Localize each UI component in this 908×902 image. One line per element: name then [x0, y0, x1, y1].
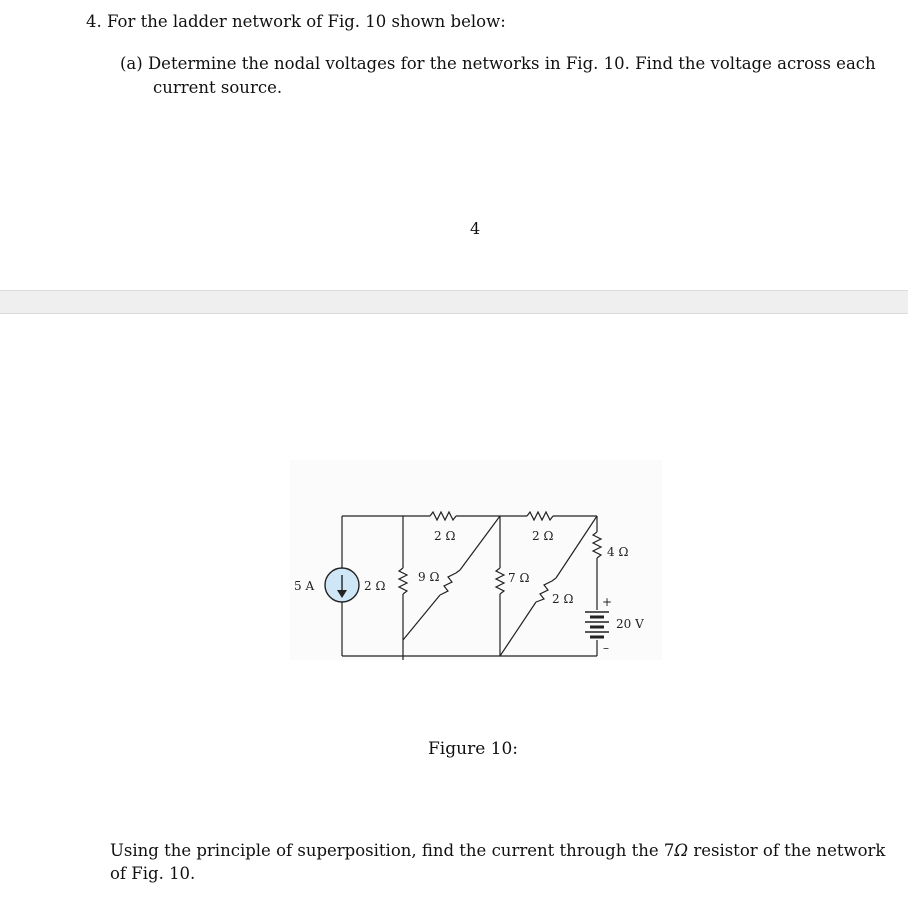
- superposition-question-line1: [110, 839, 885, 863]
- label-voltage-source: 20 V: [616, 617, 644, 631]
- label-current-source: 5 A: [294, 579, 315, 593]
- label-r-vertical-7: 7 Ω: [508, 571, 530, 585]
- label-plus: +: [602, 595, 613, 609]
- part-a-text-line2: current source.: [153, 78, 283, 97]
- q2-text-post: resistor of the network: [688, 841, 886, 860]
- label-r-right-4: 4 Ω: [607, 545, 629, 559]
- label-r-top-left: 2 Ω: [434, 529, 456, 543]
- superposition-question-line2: of Fig. 10.: [110, 864, 196, 883]
- figure-caption: Figure 10:: [428, 739, 519, 759]
- circuit-diagram: [290, 460, 662, 660]
- question-title: 4. For the ladder network of Fig. 10 shown below:: [86, 12, 506, 31]
- part-a-text-line1: (a) Determine the nodal voltages for the networks in Fig. 10. Find the voltage across each: [120, 54, 876, 73]
- label-minus: –: [603, 641, 609, 655]
- label-r-diag-2: 2 Ω: [552, 592, 574, 606]
- label-r-shunt-left: 2 Ω: [364, 579, 386, 593]
- omega-symbol: Ω: [674, 841, 689, 860]
- circuit-figure: [290, 460, 662, 660]
- page-number: 4: [470, 219, 481, 238]
- q2-text-pre: Using the principle of superposition, find the current through the 7: [110, 841, 675, 860]
- current-source-5a: [325, 568, 359, 602]
- label-r-top-right: 2 Ω: [532, 529, 554, 543]
- page-separator: [0, 290, 908, 314]
- label-r-diag-9: 9 Ω: [418, 570, 440, 584]
